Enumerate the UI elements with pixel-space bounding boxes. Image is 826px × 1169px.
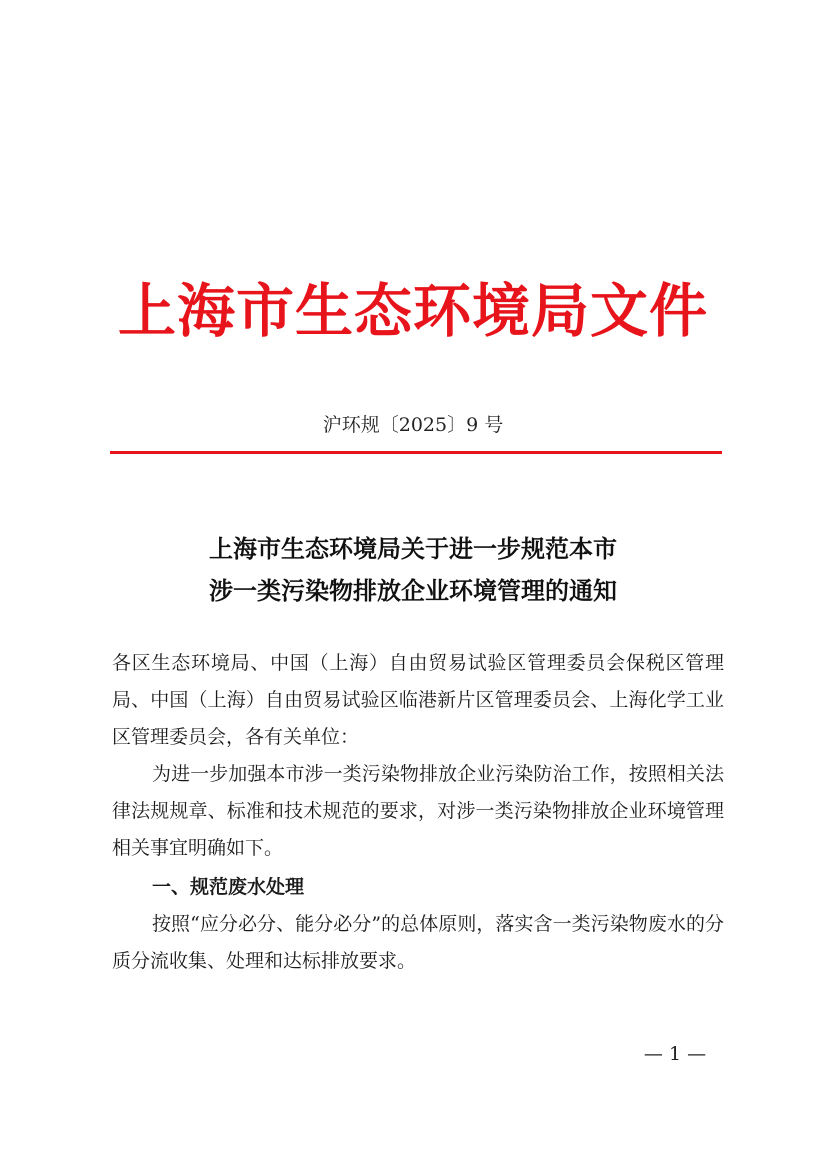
section-heading-1: 一、规范废水处理	[152, 876, 305, 898]
document-body	[112, 645, 724, 980]
addressee-paragraph: 各区生态环境局、中国（上海）自由贸易试验区管理委员会保税区管理局、中国（上海）自由贸易试验区临港新片区管理委员会、上海化学工业区管理委员会，各有关单位：	[112, 652, 724, 748]
document-number: 沪环规〔2025〕9 号	[322, 414, 504, 436]
document-title	[0, 528, 826, 612]
document-title-line-2: 涉一类污染物排放企业环境管理的通知	[209, 577, 617, 605]
red-separator-line	[110, 451, 722, 454]
document-title-line-1: 上海市生态环境局关于进一步规范本市	[209, 535, 617, 563]
intro-paragraph: 为进一步加强本市涉一类污染物排放企业污染防治工作，按照相关法律法规规章、标准和技术规范的要求，对涉一类污染物排放企业环境管理相关事宜明确如下。	[112, 763, 724, 859]
section-1-paragraph: 按照“应分必分、能分必分”的总体原则，落实含一类污染物废水的分质分流收集、处理和达标排放要求。	[112, 913, 724, 972]
document-masthead: 上海市生态环境局文件	[117, 277, 708, 345]
page-number: — 1 —	[643, 1043, 707, 1065]
